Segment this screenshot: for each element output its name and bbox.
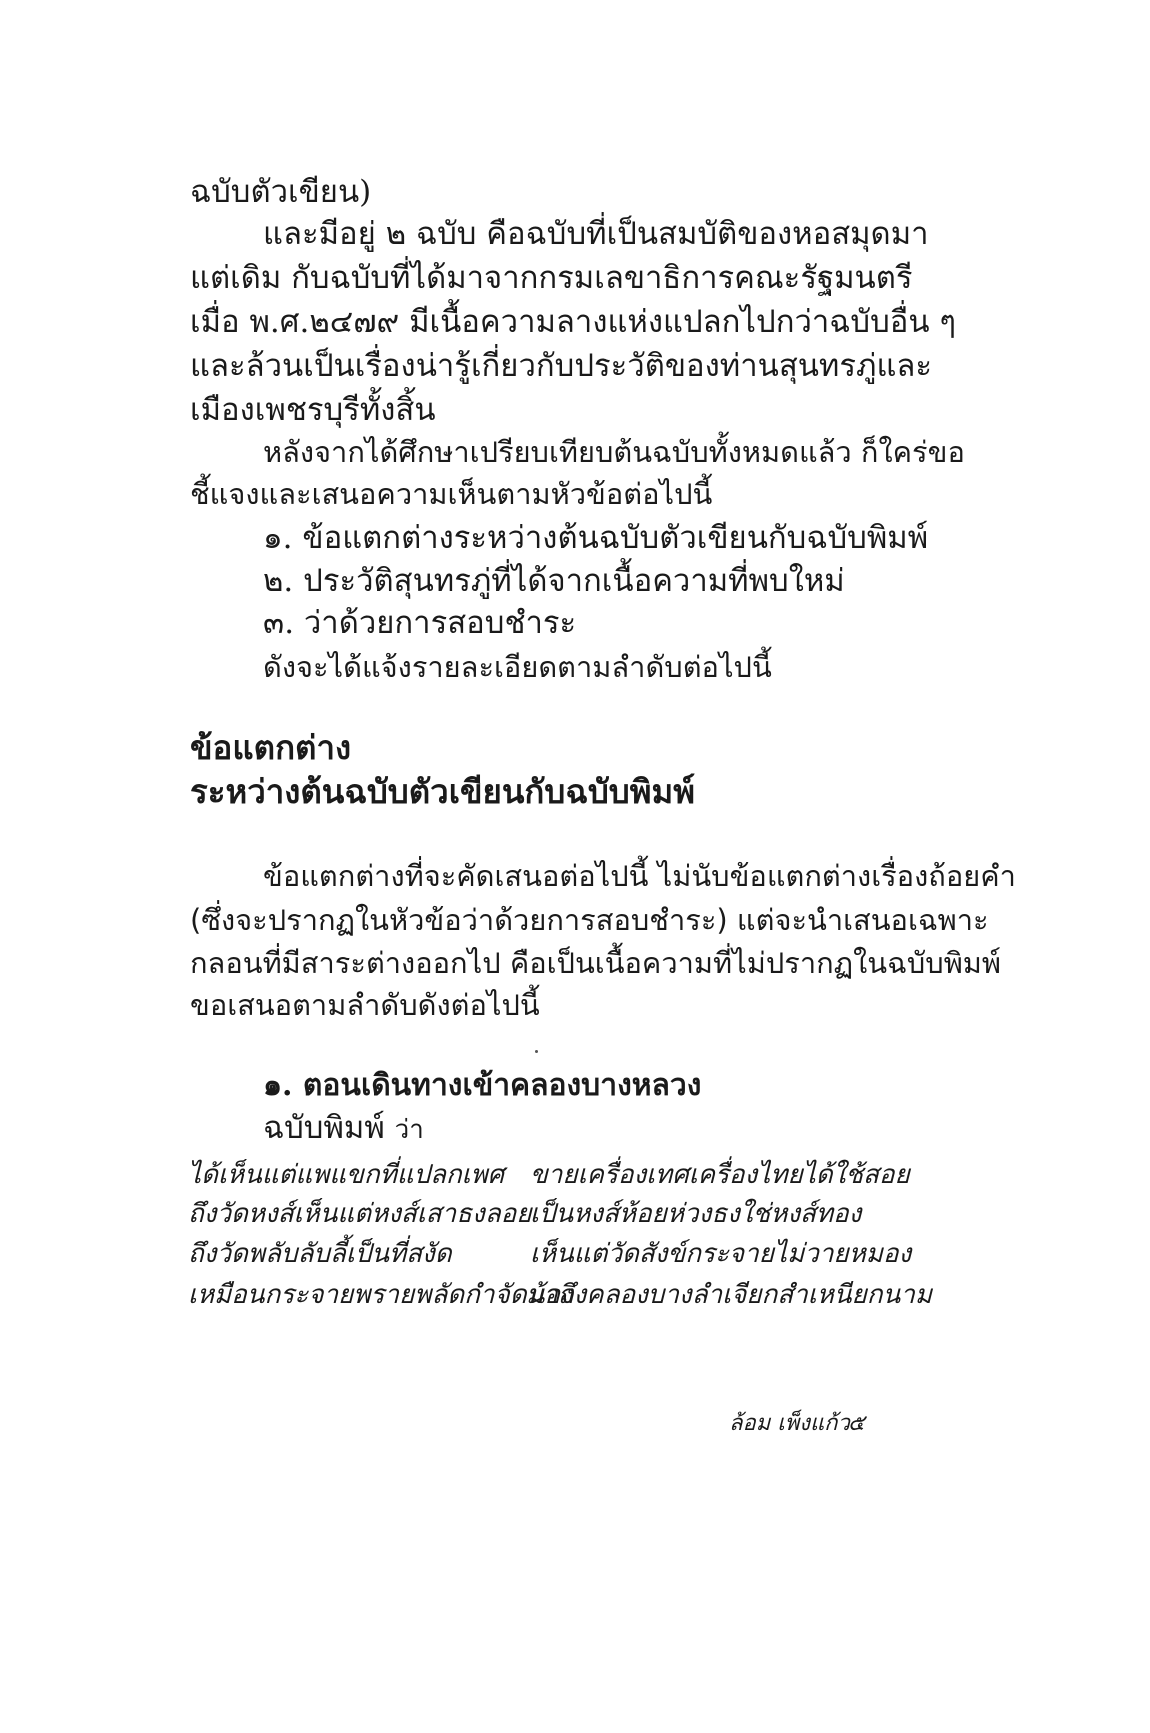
intro-line-5: และล้วนเป็นเรื่องน่ารู้เกี่ยวกับประวัติของท่านสุนทรภู่และ: [190, 348, 933, 384]
topic-item-2: ๒. ประวัติสุนทรภู่ที่ได้จากเนื้อความที่พบใหม่: [263, 563, 845, 599]
poem-line-2-right: เป็นหงส์ห้อยห่วงธงใช่หงส์ทอง: [530, 1199, 862, 1229]
para3-line-1: ข้อแตกต่างที่จะคัดเสนอต่อไปนี้ ไม่นับข้อแตกต่างเรื่องถ้อยคำ: [263, 859, 1016, 893]
para2-line-2: ชี้แจงและเสนอความเห็นตามหัวข้อต่อไปนี้: [190, 477, 713, 511]
intro-line-6: เมืองเพชรบุรีทั้งสิ้น: [190, 392, 436, 428]
poem-line-1-right: ขายเครื่องเทศเครื่องไทยได้ใช้สอย: [530, 1160, 910, 1190]
subsection-title: ๑. ตอนเดินทางเข้าคลองบางหลวง: [263, 1068, 702, 1103]
poem-line-2-left: ถึงวัดหงส์เห็นแต่หงส์เสาธงลอย: [188, 1199, 532, 1229]
edition-say: ว่า: [394, 1115, 424, 1145]
closing-line: ดังจะได้แจ้งรายละเอียดตามลำดับต่อไปนี้: [263, 650, 772, 684]
stray-dot: [535, 1050, 538, 1053]
edition-label: ฉบับพิมพ์: [263, 1110, 385, 1146]
section-title-line-1: ข้อแตกต่าง: [190, 728, 352, 767]
para3-line-3: กลอนที่มีสาระต่างออกไป คือเป็นเนื้อความที่ไม่ปรากฏในฉบับพิมพ์: [190, 946, 1002, 980]
section-title-line-2: ระหว่างต้นฉบับตัวเขียนกับฉบับพิมพ์: [190, 772, 695, 811]
footer-author: ล้อม เพ็งแก้ว: [729, 1411, 850, 1436]
para3-line-4: ขอเสนอตามลำดับดังต่อไปนี้: [190, 988, 540, 1022]
topic-item-1: ๑. ข้อแตกต่างระหว่างต้นฉบับตัวเขียนกับฉบับพิมพ์: [263, 520, 929, 556]
para2-line-1: หลังจากได้ศึกษาเปรียบเทียบต้นฉบับทั้งหมดแล้ว ก็ใคร่ขอ: [263, 435, 965, 469]
poem-line-3-left: ถึงวัดพลับลับลี้เป็นที่สงัด: [188, 1239, 452, 1269]
edition-caption: [263, 1108, 424, 1150]
intro-line-2: และมีอยู่ ๒ ฉบับ คือฉบับที่เป็นสมบัติของหอสมุดมา: [263, 216, 929, 252]
topic-item-3: ๓. ว่าด้วยการสอบชำระ: [263, 605, 577, 641]
poem-line-4-right: มาถึงคลองบางลำเจียกสำเหนียกนาม: [526, 1280, 932, 1310]
poem-line-3-right: เห็นแต่วัดสังข์กระจายไม่วายหมอง: [530, 1239, 912, 1269]
intro-line-4: เมื่อ พ.ศ.๒๔๗๙ มีเนื้อความลางแห่งแปลกไปกว่าฉบับอื่น ๆ: [190, 304, 957, 340]
para3-line-2: (ซึ่งจะปรากฏในหัวข้อว่าด้วยการสอบชำระ) แต่จะนำเสนอเฉพาะ: [190, 903, 989, 937]
poem-line-4-left: เหมือนกระจายพรายพลัดกำจัดน้อง: [188, 1280, 573, 1310]
poem-line-1-left: ได้เห็นแต่แพแขกที่แปลกเพศ: [188, 1160, 505, 1190]
intro-line-1: ฉบับตัวเขียน): [190, 174, 372, 210]
footer-page-number: ๕: [848, 1411, 865, 1436]
intro-line-3: แต่เดิม กับฉบับที่ได้มาจากกรมเลขาธิการคณะรัฐมนตรี: [190, 260, 913, 296]
